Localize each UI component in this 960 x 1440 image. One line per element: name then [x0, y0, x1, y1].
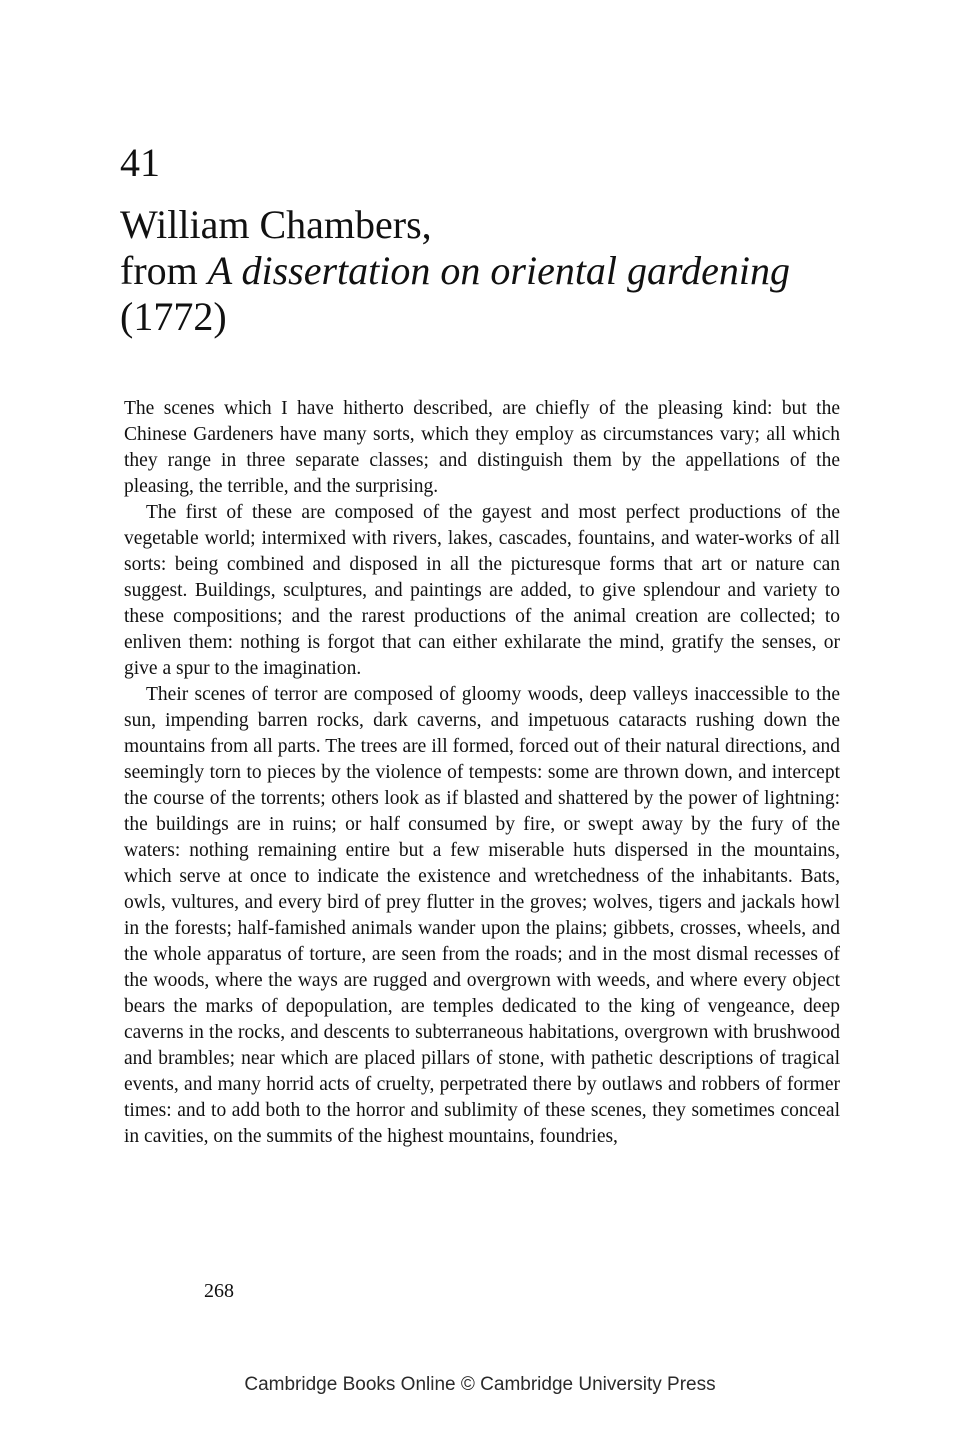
paragraph: The scenes which I have hitherto described, are chiefly of the pleasing kind: but the Chinese Gardeners have many sorts, which they employ as circumstances vary; all which they range in three separate classes; and distinguish them by the appellations of the pleasing, the terrible, and the surprising.	[124, 398, 840, 497]
title-work: A dissertation on oriental gardening	[207, 248, 790, 293]
paragraph: Their scenes of terror are composed of gloomy woods, deep valleys inaccessible to the sun, impending barren rocks, dark caverns, and impetuous cataracts rushing down the mountains from all parts. The trees are ill formed, forced out of their natural directions, and seemingly torn to pieces by the violence of tempests: some are thrown down, and intercept the course of the torrents; others look as if blasted and shattered by the power of lightning: the buildings are in ruins; or half consumed by fire, or swept away by the fury of the waters: nothing remaining entire but a few miserable huts dispersed in the mountains, which serve at once to indicate the existence and wretchedness of the inhabitants. Bats, owls, vultures, and every bird of prey flutter in the groves; wolves, tigers and jackals howl in the forests; half-famished animals wander upon the plains; gibbets, crosses, wheels, and the whole apparatus of torture, are seen from the roads; and in the most dismal recesses of the woods, where the ways are rugged and overgrown with weeds, and where every object bears the marks of depopulation, are temples dedicated to the king of vengeance, deep caverns in the rocks, and descents to subterraneous habitations, overgrown with brushwood and brambles; near which are placed pillars of stone, with pathetic descriptions of tragical events, and many horrid acts of cruelty, perpetrated there by outlaws and robbers of former times: and to add both to the horror and sublimity of these scenes, they sometimes conceal in cavities, on the summits of the highest mountains, foundries,	[124, 684, 840, 1147]
copyright-footer: Cambridge Books Online © Cambridge University Press	[244, 1374, 716, 1395]
title-year: (1772)	[120, 294, 227, 339]
title-author: William Chambers,	[120, 202, 432, 247]
chapter-title	[120, 202, 860, 340]
chapter-number: 41	[120, 140, 160, 185]
paragraph: The first of these are composed of the gayest and most perfect productions of the vegetable world; intermixed with rivers, lakes, cascades, fountains, and water-works of all sorts: being combined and disposed in all the picturesque forms that art or nature can suggest. Buildings, sculptures, and paintings are added, to give splendour and variety to these compositions; and the rarest productions of the animal creation are collected; to enliven them: nothing is forgot that can either exhilarate the mind, gratify the senses, or give a spur to the imagination.	[124, 502, 840, 679]
page-number: 268	[204, 1280, 234, 1302]
title-from: from	[120, 248, 208, 293]
body-text	[124, 396, 840, 1150]
title-work-line	[120, 248, 860, 294]
